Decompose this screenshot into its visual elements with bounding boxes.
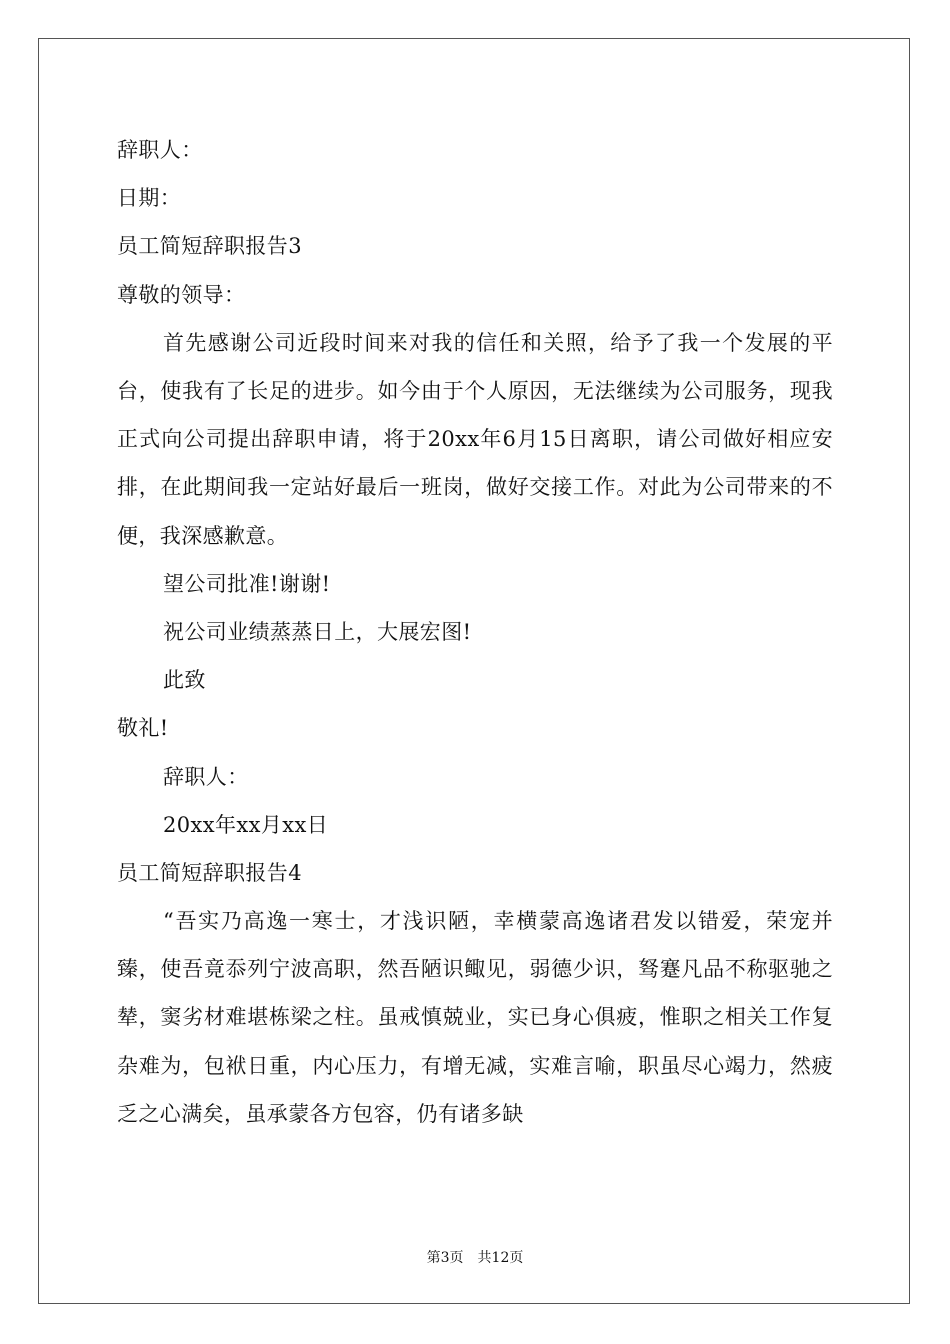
closing-jingli: 敬礼!: [117, 716, 169, 741]
resigner-label: 辞职人：: [117, 138, 203, 162]
section-title-3: 员工简短辞职报告3: [117, 234, 302, 259]
body-paragraph-1: 首先感谢公司近段时间来对我的信任和关照，给予了我一个发展的平台，使我有了长足的进步。如今由于个人原因，无法继续为公司服务，现我正式向公司提出辞职申请，将于20xx年6月15日离职，请公司做好相应安排，在此期间我一定站好最后一班岗，做好交接工作。对此为公司带来的不便，我深感歉意。: [117, 330, 833, 548]
signer-label: 辞职人：: [163, 764, 249, 789]
page-footer: [0, 1247, 950, 1267]
approval-request: 望公司批准!谢谢!: [163, 571, 331, 596]
salutation: 尊敬的领导：: [117, 282, 246, 307]
document-body: [117, 126, 833, 1138]
page-total: 共12页: [477, 1250, 524, 1266]
page-number: 第3页: [426, 1250, 464, 1266]
signature-date: 20xx年xx月xx日: [163, 812, 329, 837]
well-wishes: 祝公司业绩蒸蒸日上，大展宏图!: [163, 619, 472, 644]
closing-cizhi: 此致: [163, 668, 206, 693]
section-title-4: 员工简短辞职报告4: [117, 860, 302, 885]
body-paragraph-2: “吾实乃高逸一寒士，才浅识陋，幸横蒙高逸诸君发以错爱，荣宠并臻，使吾竟忝列宁波高职，然吾陋识鲰见，弱德少识，驽蹇凡品不称驱驰之辇，窦劣材难堪栋梁之柱。虽戒慎兢业，实已身心俱疲，惟职之相关工作复杂难为，包袱日重，内心压力，有增无减，实难言喻，职虽尽心竭力，然疲乏之心满矣，虽承蒙各方包容，仍有诸多缺: [117, 909, 833, 1126]
date-label: 日期：: [117, 186, 182, 211]
